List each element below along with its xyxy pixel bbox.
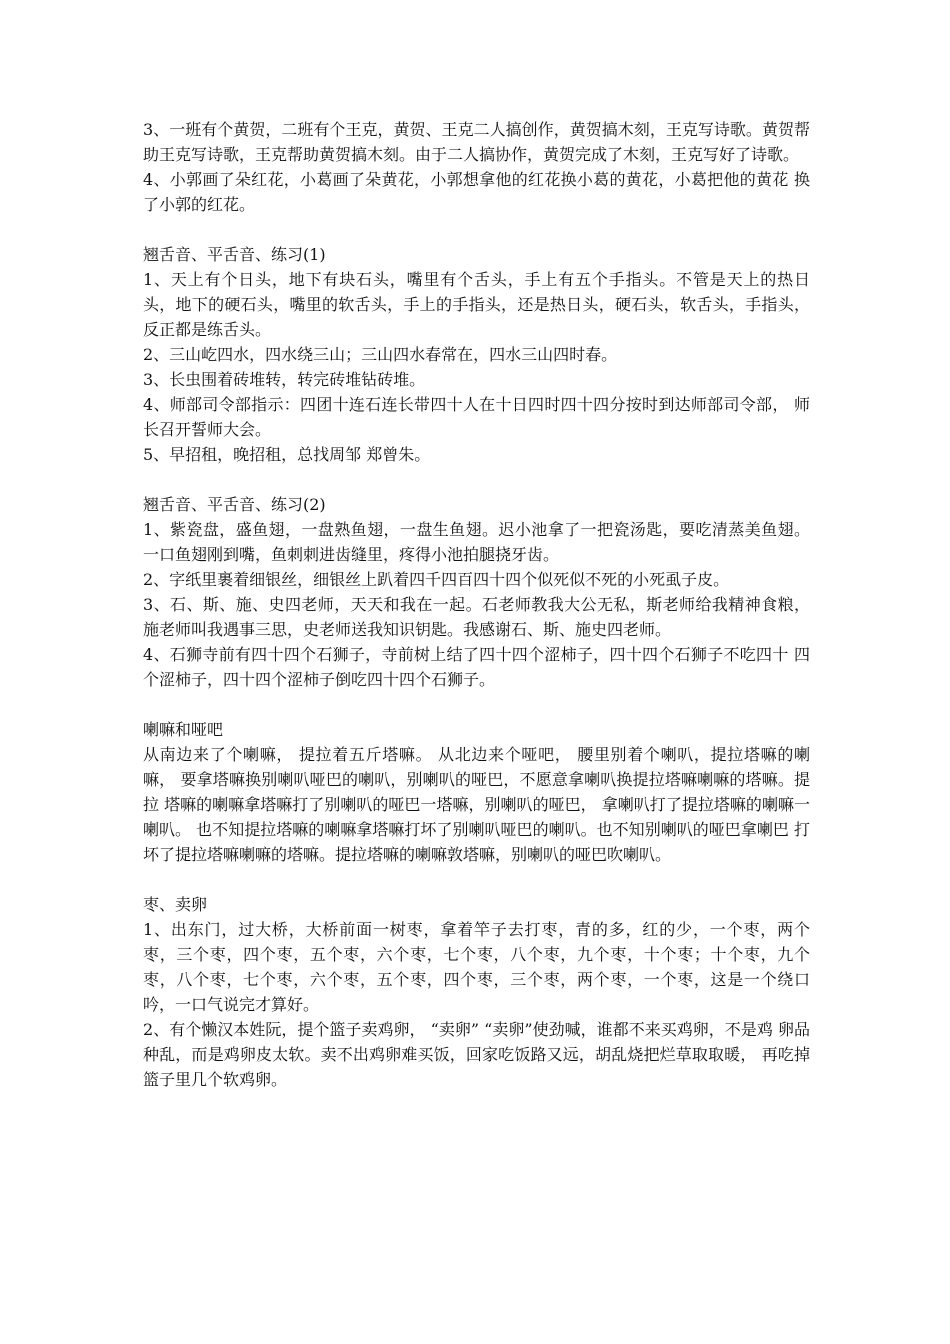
paragraph: 4、小郭画了朵红花，小葛画了朵黄花，小郭想拿他的红花换小葛的黄花，小葛把他的黄花 换了小郭的红花。 <box>143 170 810 214</box>
paragraph: 4、石狮寺前有四十四个石狮子，寺前树上结了四十四个涩柿子，四十四个石狮子不吃四十 四个涩柿子，四十四个涩柿子倒吃四十四个石狮子。 <box>143 645 810 689</box>
section-retroflex-1 <box>143 242 810 467</box>
paragraph: 1、紫瓷盘，盛鱼翅，一盘熟鱼翅，一盘生鱼翅。迟小池拿了一把瓷汤匙，要吃清蒸美鱼翅。 一口鱼翅刚到嘴，鱼刺刺进齿缝里，疼得小池拍腿挠牙齿。 <box>143 520 810 564</box>
section-dates-eggs <box>143 892 810 1092</box>
section-title: 翘舌音、平舌音、练习(1) <box>143 245 326 264</box>
paragraph: 5、早招租，晚招租，总找周邹 郑曾朱。 <box>143 445 431 464</box>
paragraph: 4、师部司令部指示：四团十连石连长带四十人在十日四时四十四分按时到达师部司令部， 师长召开誓师大会。 <box>143 395 810 439</box>
section-retroflex-2 <box>143 492 810 692</box>
section-lama <box>143 717 810 867</box>
section-title: 枣、卖卵 <box>143 895 208 914</box>
paragraph: 1、天上有个日头，地下有块石头，嘴里有个舌头，手上有五个手指头。不管是天上的热日 头，地下的硬石头，嘴里的软舌头，手上的手指头，还是热日头，硬石头，软舌头，手指头， 反正都是练舌头。 <box>143 270 810 339</box>
paragraph: 2、有个懒汉本姓阮，提个篮子卖鸡卵， “卖卵” “卖卵”使劲喊，谁都不来买鸡卵，不是鸡 卵品种乱，而是鸡卵皮太软。卖不出鸡卵难买饭，回家吃饭路又远，胡乱烧把烂草取取暖， 再吃掉篮子里几个软鸡卵。 <box>143 1020 810 1089</box>
paragraph: 2、三山屹四水，四水绕三山；三山四水春常在，四水三山四时春。 <box>143 345 618 364</box>
paragraph: 3、一班有个黄贺，二班有个王克，黄贺、王克二人搞创作，黄贺搞木刻，王克写诗歌。黄贺帮助王克写诗歌，王克帮助黄贺搞木刻。由于二人搞协作，黄贺完成了木刻，王克写好了诗歌。 <box>143 120 810 164</box>
document-page <box>143 117 810 1117</box>
section-title: 喇嘛和哑吧 <box>143 720 224 739</box>
paragraph: 3、长虫围着砖堆转，转完砖堆钻砖堆。 <box>143 370 426 389</box>
section-title: 翘舌音、平舌音、练习(2) <box>143 495 326 514</box>
paragraph: 1、出东门，过大桥，大桥前面一树枣，拿着竿子去打枣，青的多，红的少，一个枣，两个 枣，三个枣，四个枣，五个枣，六个枣，七个枣，八个枣，九个枣，十个枣；十个枣，九个 枣，八个枣，七个枣，六个枣，五个枣，四个枣，三个枣，两个枣，一个枣，这是一个绕口 吟，一口气说完才算好。 <box>143 920 810 1014</box>
paragraph: 从南边来了个喇嘛， 提拉着五斤塔嘛。 从北边来个哑吧， 腰里别着个喇叭，提拉塔嘛的喇嘛， 要拿塔嘛换别喇叭哑巴的喇叭，别喇叭的哑巴，不愿意拿喇叭换提拉塔嘛喇嘛的塔嘛。提拉 塔嘛的喇嘛拿塔嘛打了别喇叭的哑巴一塔嘛，别喇叭的哑巴， 拿喇叭打了提拉塔嘛的喇嘛一 喇叭。 也不知提拉塔嘛的喇嘛拿塔嘛打坏了别喇叭哑巴的喇叭。也不知别喇叭的哑巴拿喇巴 打坏了提拉塔嘛喇嘛的塔嘛。提拉塔嘛的喇嘛敦塔嘛，别喇叭的哑巴吹喇叭。 <box>143 745 810 864</box>
paragraph: 2、字纸里裹着细银丝，细银丝上趴着四千四百四十四个似死似不死的小死虱子皮。 <box>143 570 730 589</box>
section-intro <box>143 117 810 217</box>
paragraph: 3、石、斯、施、史四老师，天天和我在一起。石老师教我大公无私，斯老师给我精神食粮， 施老师叫我遇事三思，史老师送我知识钥匙。我感谢石、斯、施史四老师。 <box>143 595 810 639</box>
